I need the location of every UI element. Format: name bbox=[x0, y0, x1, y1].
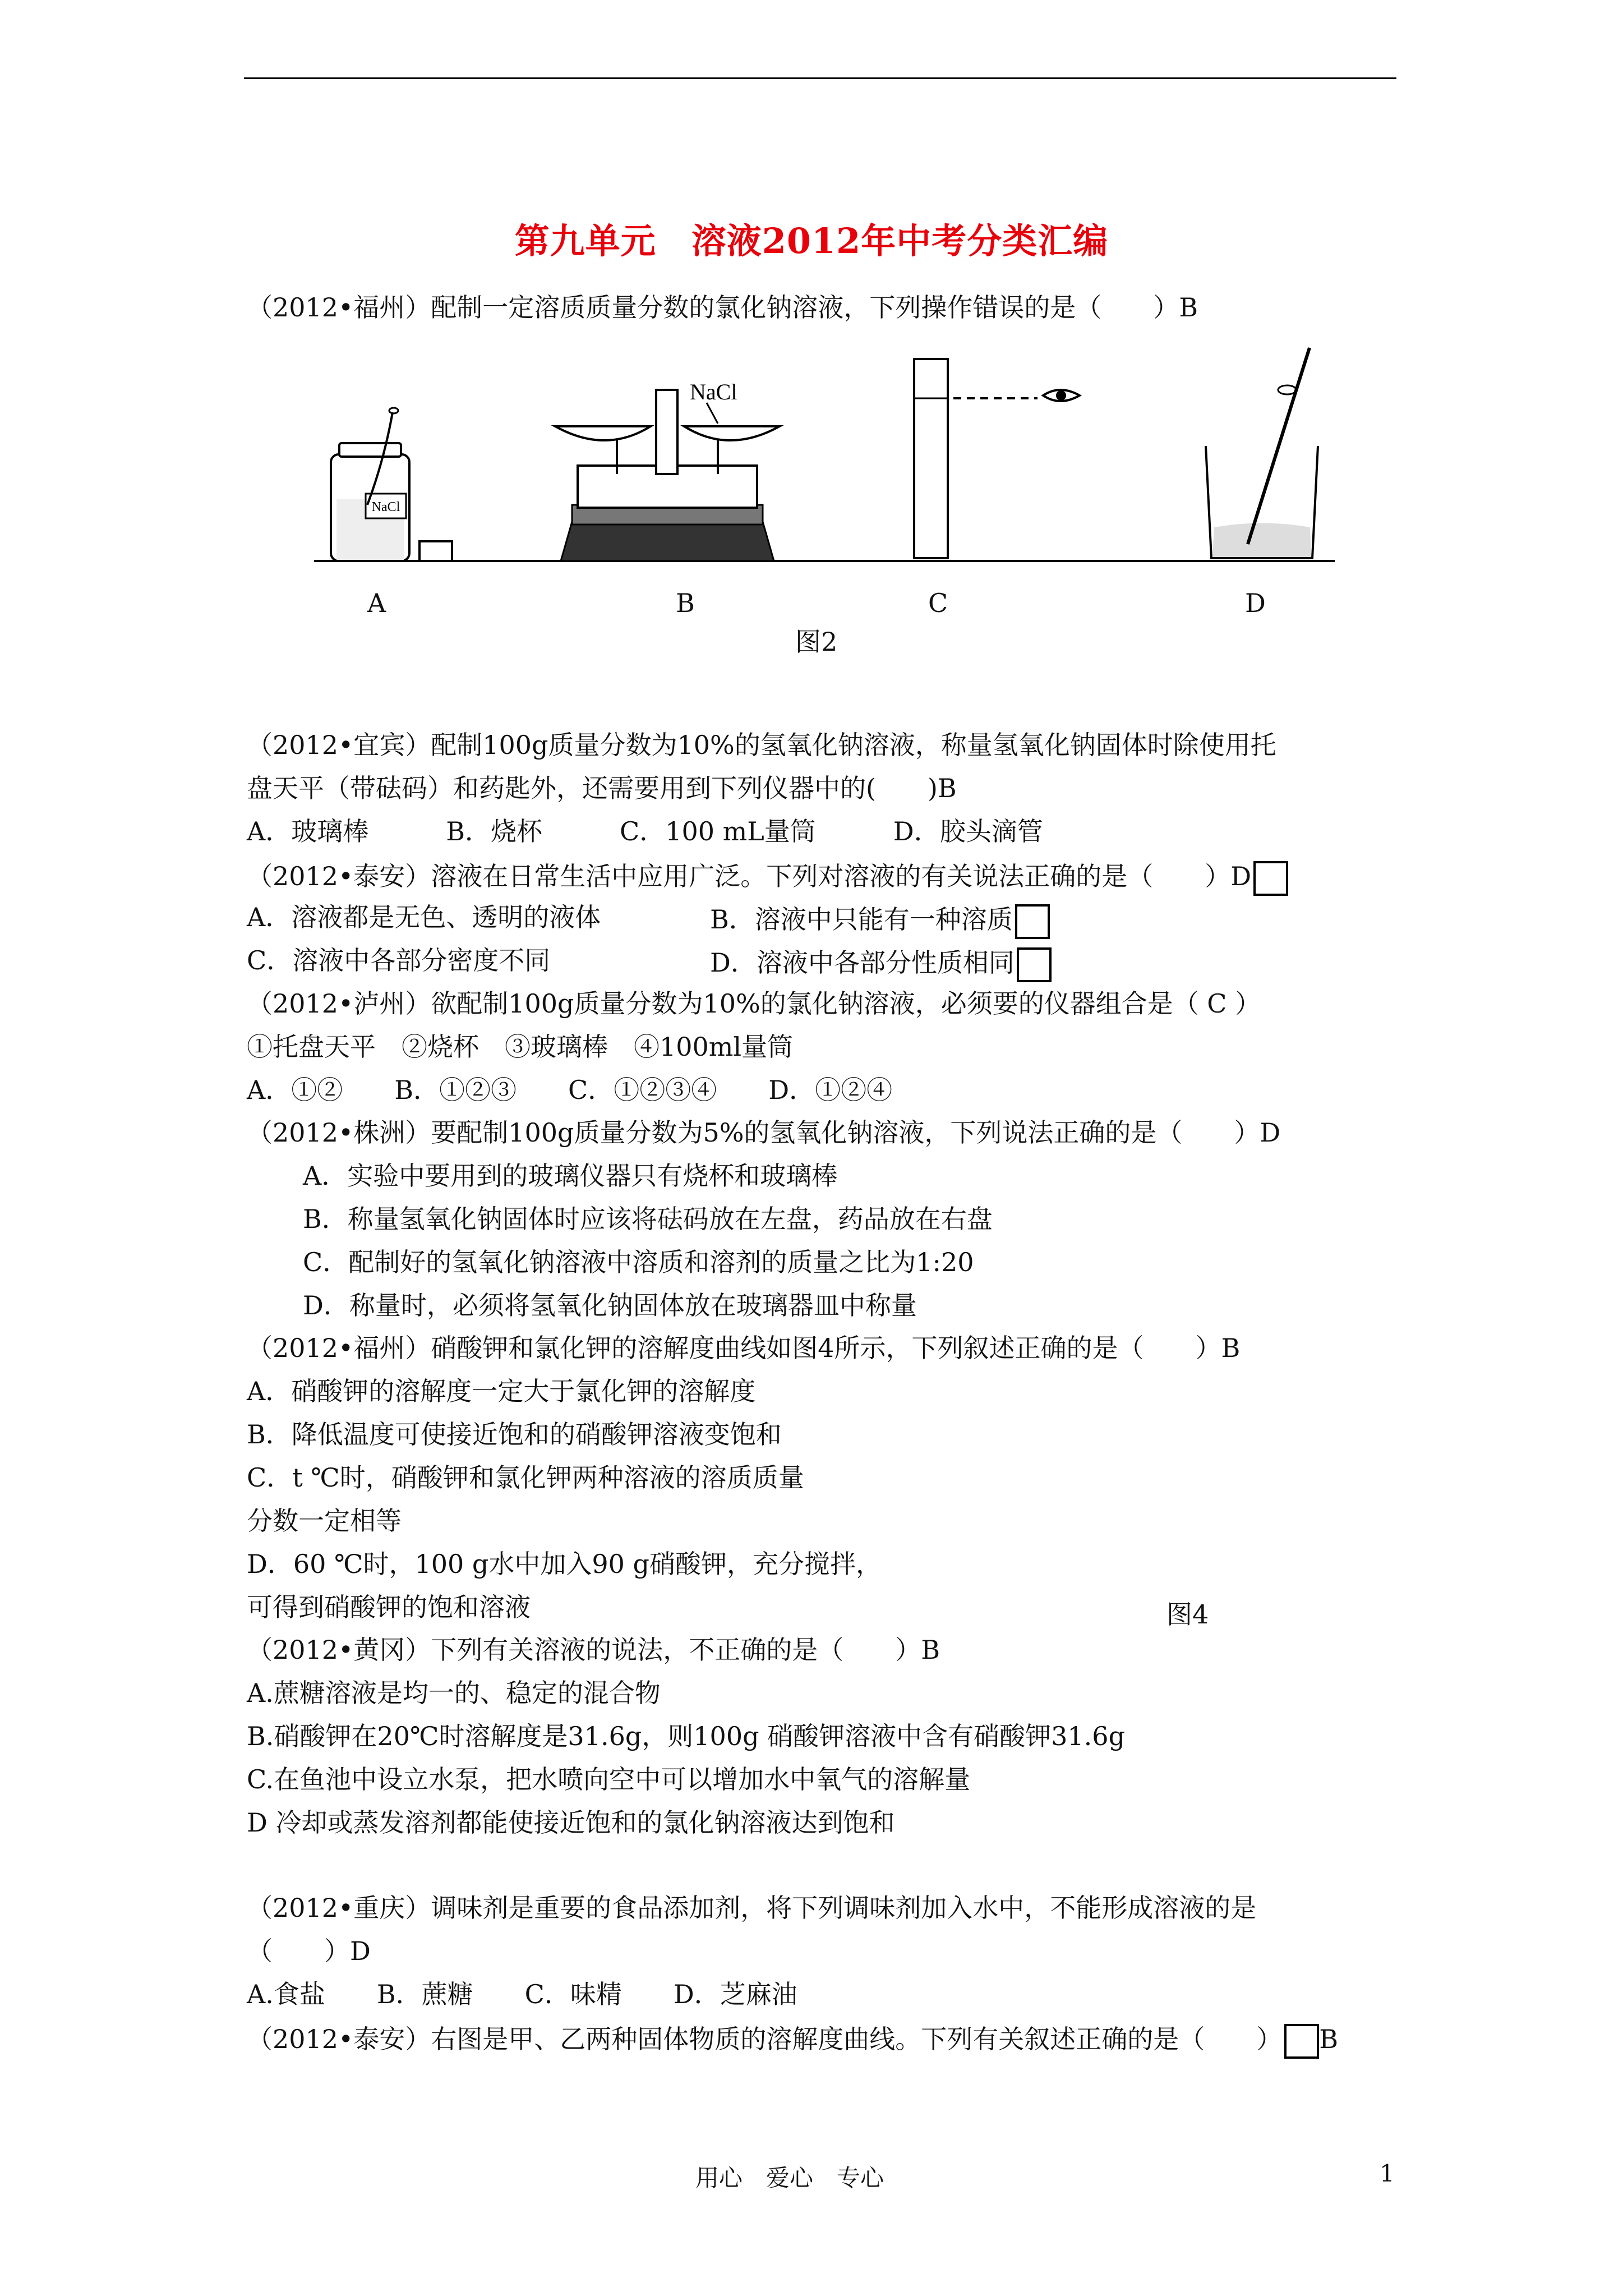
balance-icon bbox=[555, 379, 780, 561]
question-8-stem-line1: （2012•重庆）调味剂是重要的食品添加剂，将下列调味剂加入水中，不能形成溶液的是 bbox=[247, 1893, 1257, 1923]
question-3-stem: （2012•泰安）溶液在日常生活中应用广泛。下列对溶液的有关说法正确的是（ ）D bbox=[247, 861, 1252, 891]
footer-motto: 用心 爱心 专心 bbox=[695, 2164, 884, 2192]
question-4-stem: （2012•泸州）欲配制100g质量分数为10%的氯化钠溶液，必须要的仪器组合是（ C ） bbox=[247, 988, 1261, 1019]
question-6-option-b: B．降低温度可使接近饱和的硝酸钾溶液变饱和 bbox=[247, 1419, 782, 1450]
question-6-option-d-line1: D．60 ℃时，100 g水中加入90 g硝酸钾，充分搅拌， bbox=[247, 1549, 882, 1579]
question-8-options: A.食盐 B．蔗糖 C．味精 D．芝麻油 bbox=[247, 1979, 797, 2009]
question-5-option-b: B．称量氢氧化钠固体时应该将砝码放在左盘，药品放在右盘 bbox=[303, 1204, 993, 1234]
question-6-option-c-line1: C．t ℃时，硝酸钾和氯化钾两种溶液的溶质质量 bbox=[247, 1462, 804, 1493]
question-2-stem-line2: 盘天平（带砝码）和药匙外，还需要用到下列仪器中的( )B bbox=[247, 773, 957, 803]
answer-box bbox=[1017, 947, 1052, 982]
beaker-icon bbox=[1206, 348, 1318, 558]
answer-box bbox=[1253, 861, 1288, 896]
header-rule bbox=[244, 77, 1396, 79]
question-4-options: A．①② B．①②③ C．①②③④ D．①②④ bbox=[247, 1075, 893, 1105]
question-5-option-d: D．称量时，必须将氢氧化钠固体放在玻璃器皿中称量 bbox=[303, 1290, 917, 1320]
lab-operations-figure bbox=[314, 337, 1335, 572]
page-number: 1 bbox=[1380, 2160, 1395, 2187]
figure-label-b: B bbox=[676, 588, 695, 618]
page-title: 第九单元 溶液2012年中考分类汇编 bbox=[514, 220, 1109, 261]
question-9-stem: （2012•泰安）右图是甲、乙两种固体物质的溶解度曲线。下列有关叙述正确的是（ ） bbox=[247, 2024, 1283, 2054]
question-3-option-b-row bbox=[710, 904, 1050, 939]
question-8-stem-line2: （ ）D bbox=[247, 1936, 371, 1966]
question-7-option-b: B.硝酸钾在20℃时溶解度是31.6g，则100g 硝酸钾溶液中含有硝酸钾31.6g bbox=[247, 1721, 1126, 1751]
reagent-jar-icon bbox=[331, 408, 452, 561]
question-4-items: ①托盘天平 ②烧杯 ③玻璃棒 ④100ml量筒 bbox=[247, 1032, 794, 1062]
jar-label: NaCl bbox=[371, 500, 400, 514]
question-7-option-d: D 冷却或蒸发溶剂都能使接近饱和的氯化钠溶液达到饱和 bbox=[247, 1807, 895, 1838]
answer-box bbox=[1015, 904, 1050, 939]
stirring-rod-icon bbox=[1248, 348, 1310, 544]
question-3-option-b: B．溶液中只能有一种溶质 bbox=[710, 904, 1013, 935]
question-3-option-d: D．溶液中各部分性质相同 bbox=[710, 947, 1015, 978]
question-6-stem: （2012•福州）硝酸钾和氯化钾的溶解度曲线如图4所示，下列叙述正确的是（ ）B bbox=[247, 1333, 1241, 1363]
question-9-stem-row bbox=[247, 2024, 1338, 2059]
figure-label-d: D bbox=[1245, 588, 1266, 618]
figure-label-c: C bbox=[928, 588, 948, 618]
question-3-stem-row bbox=[247, 861, 1288, 896]
question-6-option-c-line2: 分数一定相等 bbox=[247, 1506, 402, 1536]
question-2-options: A．玻璃棒 B．烧杯 C．100 mL量筒 D．胶头滴管 bbox=[247, 816, 1043, 846]
question-5-stem: （2012•株洲）要配制100g质量分数为5%的氢氧化钠溶液，下列说法正确的是（ ）D bbox=[247, 1117, 1281, 1148]
balance-label: NaCl bbox=[690, 379, 737, 404]
question-3-option-c: C．溶液中各部分密度不同 bbox=[247, 945, 551, 976]
question-6-option-d-line2: 可得到硝酸钾的饱和溶液 bbox=[247, 1592, 531, 1622]
figure-label-a: A bbox=[367, 588, 386, 618]
question-5-option-c: C．配制好的氢氧化钠溶液中溶质和溶剂的质量之比为1:20 bbox=[303, 1247, 974, 1277]
question-7-stem: （2012•黄冈）下列有关溶液的说法，不正确的是（ ）B bbox=[247, 1635, 940, 1665]
figure-4-caption: 图4 bbox=[1166, 1599, 1209, 1630]
question-3-option-d-row bbox=[710, 947, 1052, 982]
answer-box bbox=[1284, 2024, 1319, 2059]
question-2-stem-line1: （2012•宜宾）配制100g质量分数为10%的氢氧化钠溶液，称量氢氧化钠固体时除使用托 bbox=[247, 730, 1276, 760]
question-7-option-a: A.蔗糖溶液是均一的、稳定的混合物 bbox=[247, 1678, 661, 1708]
graduated-cylinder-icon bbox=[914, 359, 1080, 558]
bottle-stopper-icon bbox=[419, 541, 452, 561]
question-5-option-a: A．实验中要用到的玻璃仪器只有烧杯和玻璃棒 bbox=[303, 1161, 838, 1191]
question-7-option-c: C.在鱼池中设立水泵，把水喷向空中可以增加水中氧气的溶解量 bbox=[247, 1764, 971, 1795]
question-1-stem: （2012•福州）配制一定溶质质量分数的氯化钠溶液，下列操作错误的是（ ）B bbox=[247, 292, 1198, 323]
question-9-answer: B bbox=[1319, 2024, 1339, 2054]
figure-2-caption: 图2 bbox=[795, 627, 838, 657]
question-6-option-a: A．硝酸钾的溶解度一定大于氯化钾的溶解度 bbox=[247, 1376, 756, 1406]
question-3-option-a: A．溶液都是无色、透明的液体 bbox=[247, 902, 601, 932]
